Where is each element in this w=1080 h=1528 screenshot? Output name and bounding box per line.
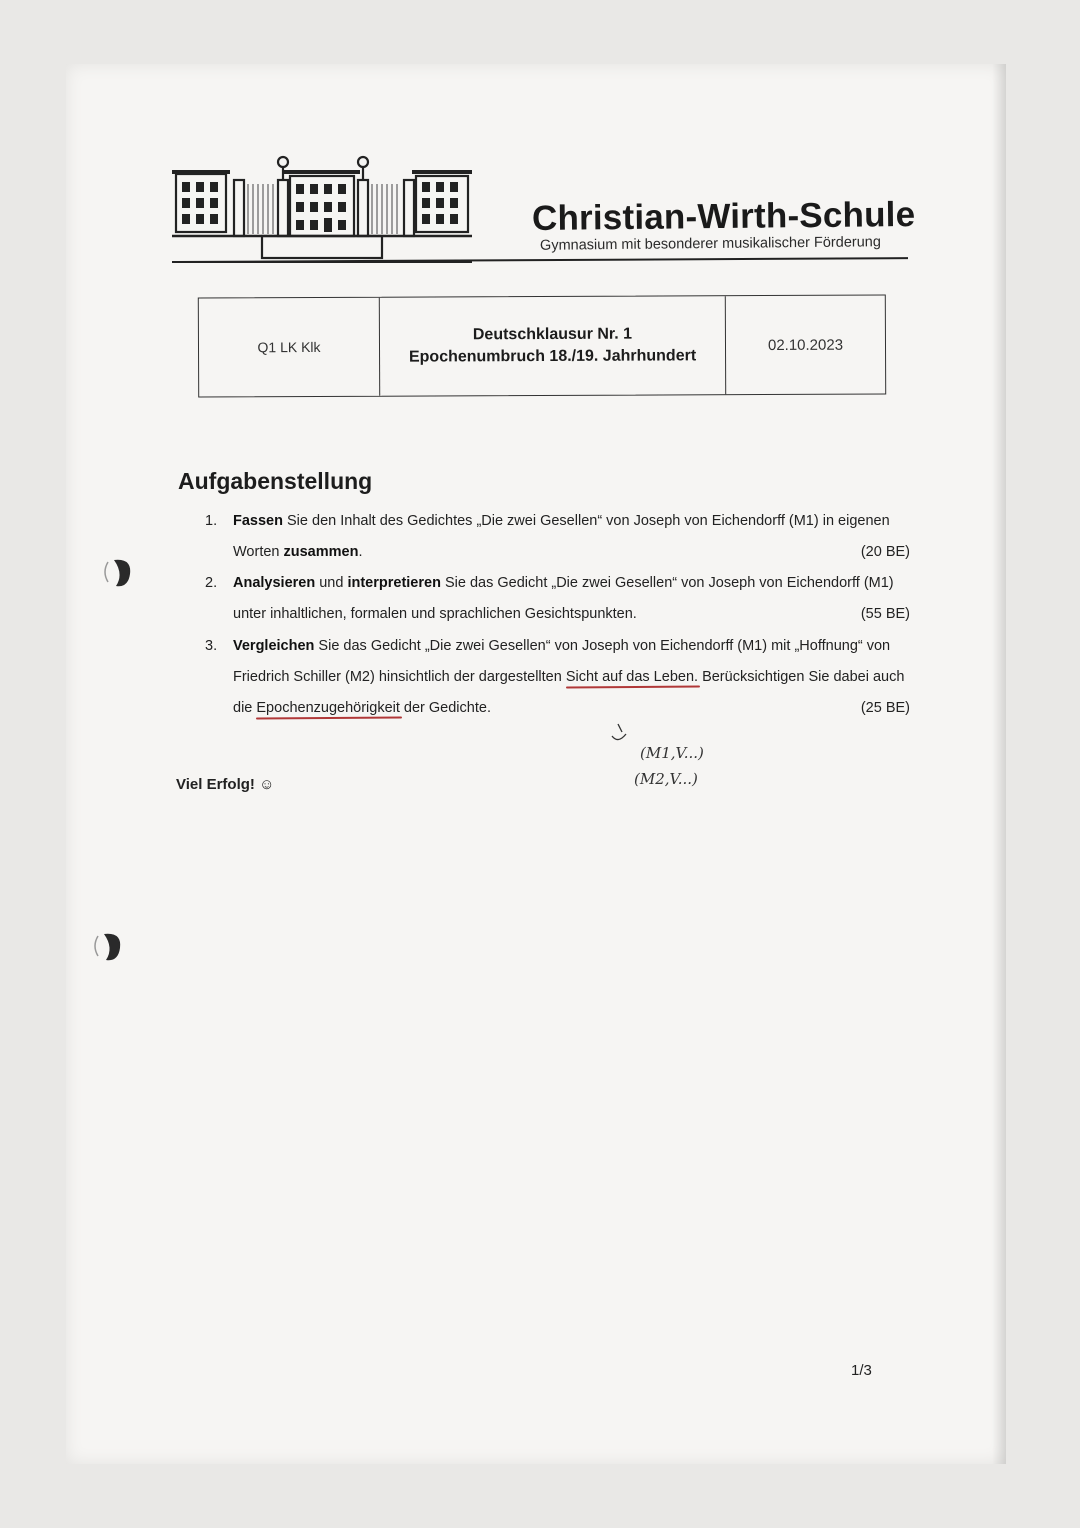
- school-subtitle: Gymnasium mit besonderer musikalischer Förderung: [539, 234, 881, 254]
- task-text: [233, 506, 910, 568]
- task-text-part: .: [358, 544, 363, 560]
- sheet-edge-shadow: [992, 64, 1006, 1464]
- exam-title: Deutschklausur Nr. 1: [472, 325, 633, 344]
- handwritten-line-2: (M2,V...): [634, 770, 698, 788]
- task-verb-2: interpretieren: [347, 575, 441, 591]
- exam-title-cell: [380, 296, 726, 396]
- task-points: (20 BE): [860, 544, 910, 560]
- task-text-part: und: [315, 575, 348, 591]
- task-text-part: Sie das Gedicht „Die zwei Gesellen“ von Joseph von Eichendorff (M1) unter inhaltlichen, formalen und sprachlichen Gesichtspunkten.: [233, 575, 894, 622]
- task-points: (55 BE): [860, 606, 910, 622]
- school-building-logo: [172, 150, 472, 265]
- page-number: 1/3: [851, 1362, 872, 1379]
- smiley-icon: ☺: [259, 776, 275, 793]
- task-heading: Aufgabenstellung: [178, 468, 373, 494]
- punch-hole-top-icon: [102, 556, 132, 590]
- task-item-1: [205, 506, 910, 568]
- task-text-part: Sie das Gedicht „Die zwei Gesellen“ von Joseph von Eichendorff (M1) mit „Hoffnung“ von Friedrich Schiller (M2) hinsichtlich der dargestellten: [233, 638, 891, 685]
- handwritten-note: [600, 722, 740, 802]
- closing-message: [176, 776, 274, 793]
- handwritten-line-1: (M1,V...): [640, 744, 704, 762]
- task-points: (25 BE): [860, 700, 910, 716]
- task-number: 1.: [205, 513, 218, 529]
- task-item-3: [205, 631, 910, 724]
- underlined-phrase-life-view: Sicht auf das Leben.: [565, 669, 699, 685]
- task-text-part: der Gedichte.: [399, 700, 491, 716]
- task-verb: Vergleichen: [233, 638, 315, 654]
- exam-topic: Epochenumbruch 18./19. Jahrhundert: [408, 347, 697, 366]
- exam-info-table: [198, 294, 886, 397]
- underlined-phrase-epoch: Epochenzugehörigkeit: [256, 700, 400, 716]
- task-text-part: Berücksichtigen Sie dabei auch die: [233, 669, 905, 716]
- task-item-2: [205, 568, 910, 630]
- closing-text: Viel Erfolg!: [176, 776, 255, 793]
- school-name: Christian-Wirth-Schule: [531, 194, 916, 239]
- task-text: [233, 568, 910, 630]
- punch-hole-bottom-icon: [92, 930, 122, 964]
- course-label: Q1 LK Klk: [257, 338, 321, 356]
- task-text: [233, 631, 910, 724]
- paper-sheet: [66, 64, 1006, 1464]
- task-verb-2: zusammen: [283, 544, 359, 560]
- task-text-part: Sie den Inhalt des Gedichtes „Die zwei Gesellen“ von Joseph von Eichendorff (M1) in eigenen Worten: [233, 513, 890, 560]
- task-verb: Analysieren: [233, 575, 316, 591]
- exam-date: 02.10.2023: [767, 336, 844, 354]
- task-number: 3.: [205, 638, 218, 654]
- course-cell: [199, 298, 380, 397]
- task-verb: Fassen: [233, 513, 283, 529]
- date-cell: [726, 296, 885, 395]
- task-number: 2.: [205, 575, 218, 591]
